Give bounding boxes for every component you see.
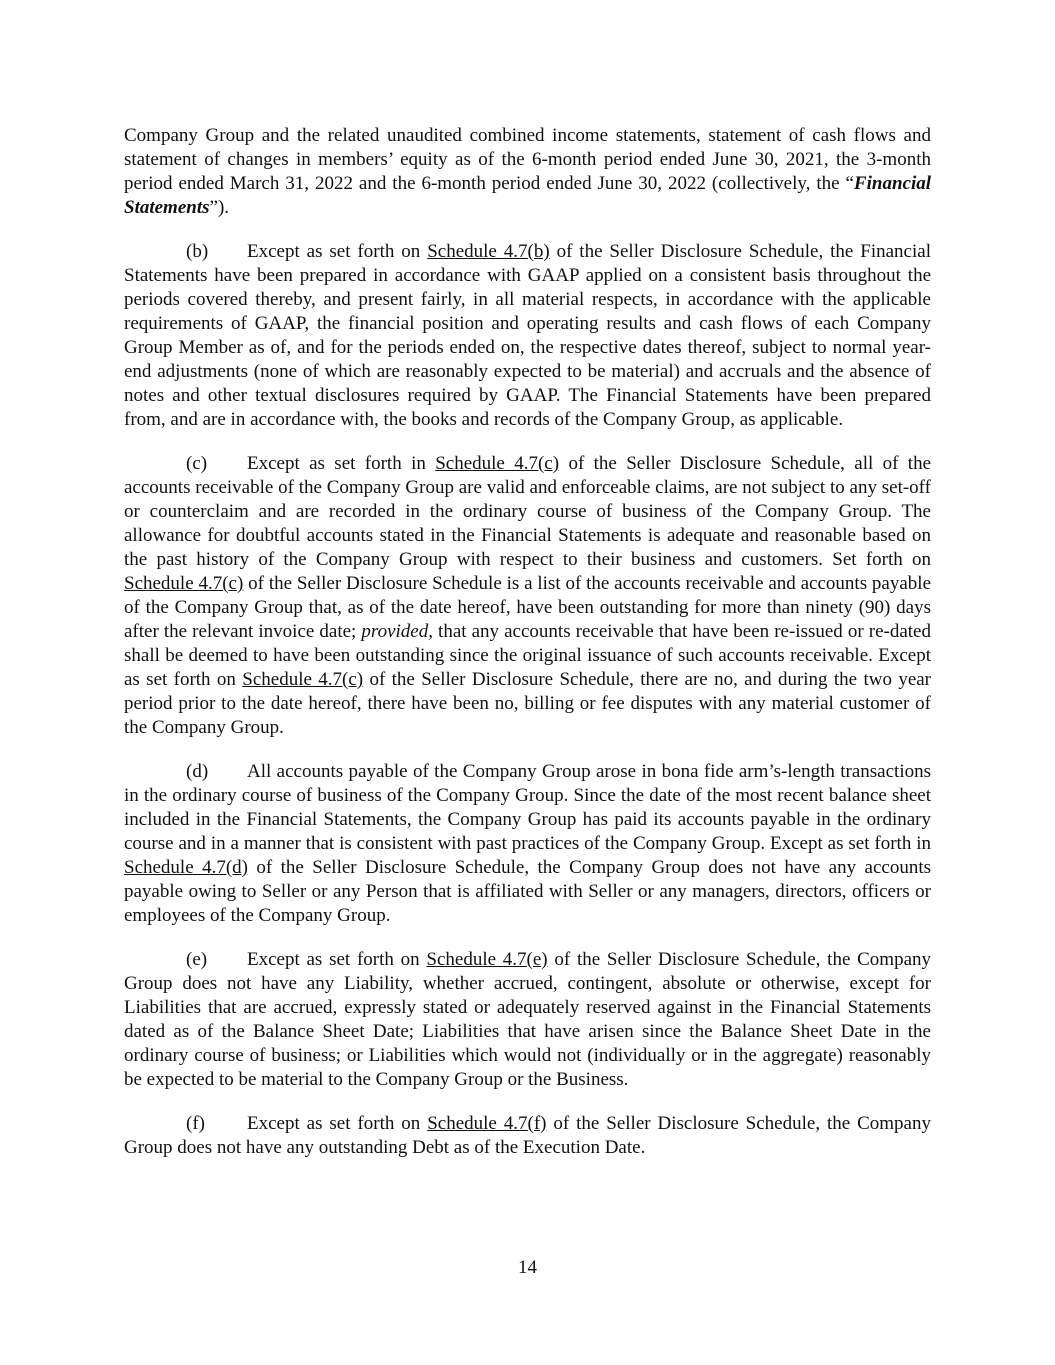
schedule-4-7-c-ref-2: Schedule 4.7(c) — [124, 573, 244, 594]
paragraph-c — [124, 452, 931, 740]
paragraph-b — [124, 240, 931, 432]
paragraph-f-text-b: of the Seller Disclosure Schedule, the Company Group does not have any outstanding Debt as of the Execution Date. — [124, 1113, 931, 1158]
schedule-4-7-b-link: Schedule 4.7(b) — [427, 241, 550, 262]
document-page — [124, 124, 931, 1180]
page-number: 14 — [518, 1257, 537, 1278]
intro-text-a: Company Group and the related unaudited combined income statements, statement of cash flows and statement of changes in members’ equity as of the 6-month period ended June 30, 2021, the 3-month period ended March 31, 2022 and the 6-month period ended June 30, 2022 (collectively, the “ — [124, 125, 931, 194]
paragraph-b-text-b: of the Seller Disclosure Schedule, the Financial Statements have been prepared in accordance with GAAP applied on a consistent basis throughout the periods covered thereby, and present fairly, in all material respects, in accordance with the applicable requirements of GAAP, the financial position and operating results and cash flows of each Company Group Member as of, and for the periods ended on, the respective dates thereof, subject to normal year-end adjustments (none of which are reasonably expected to be material) and accruals and the absence of notes and other textual disclosures required by GAAP. The Financial Statements have been prepared from, and are in accordance with, the books and records of the Company Group, as applicable. — [124, 241, 931, 430]
paragraph-c-text-a: Except as set forth in — [247, 453, 436, 474]
paragraph-d-text-b: of the Seller Disclosure Schedule, the Company Group does not have any accounts payable owing to Seller or any Person that is affiliated with Seller or any managers, directors, officers or employees of the Company Group. — [124, 857, 931, 926]
paragraph-d — [124, 760, 931, 928]
paragraph-b-label: (b) — [186, 241, 209, 262]
paragraph-e-label: (e) — [186, 949, 208, 970]
schedule-4-7-d-ref: Schedule 4.7(d) — [124, 857, 248, 878]
paragraph-f-text-a: Except as set forth on — [247, 1113, 428, 1134]
defined-term-financial-statements: Financial Statements — [124, 173, 931, 218]
schedule-4-7-c-ref-1: Schedule 4.7(c) — [435, 453, 560, 474]
paragraph-d-text-a: All accounts payable of the Company Group arose in bona fide arm’s-length transactions in the ordinary course of business of the Company Group. Since the date of the most recent balance sheet included in the Financial Statements, the Company Group has paid its accounts payable in the ordinary course and in a manner that is consistent with past practices of the Company Group. Except as set forth in — [124, 761, 931, 854]
paragraph-b-text-a: Except as set forth on — [247, 241, 428, 262]
paragraph-e — [124, 948, 931, 1092]
paragraph-c-text-c: of the Seller Disclosure Schedule is a list of the accounts receivable and accounts payable of the Company Group that, as of the date hereof, have been outstanding for more than ninety (90) days after the relevant invoice date; — [124, 573, 931, 642]
paragraph-c-text-d: , that any accounts receivable that have been re-issued or re-dated shall be deemed to have been outstanding since the original issuance of such accounts receivable. Except as set forth on — [124, 621, 931, 690]
paragraph-e-text-b: of the Seller Disclosure Schedule, the Company Group does not have any Liability, whether accrued, contingent, absolute or otherwise, except for Liabilities that are accrued, expressly stated or adequately reserved against in the Financial Statements dated as of the Balance Sheet Date; Liabilities that have arisen since the Balance Sheet Date in the ordinary course of business; or Liabilities which would not (individually or in the aggregate) reasonably be expected to be material to the Company Group or the Business. — [124, 949, 932, 1090]
intro-paragraph — [124, 124, 931, 220]
paragraph-c-text-b: of the Seller Disclosure Schedule, all of the accounts receivable of the Company Group are valid and enforceable claims, are not subject to any set-off or counterclaim and are recorded in the ordinary course of business of the Company Group. The allowance for doubtful accounts stated in the Financial Statements is adequate and reasonable based on the past history of the Company Group with respect to their business and customers. Set forth on — [124, 453, 932, 570]
paragraph-d-label: (d) — [186, 761, 209, 782]
schedule-4-7-e-ref: Schedule 4.7(e) — [426, 949, 548, 970]
paragraph-f — [124, 1112, 931, 1160]
paragraph-c-label: (c) — [186, 453, 208, 474]
intro-text-b: ”). — [209, 197, 230, 218]
paragraph-c-text-e: of the Seller Disclosure Schedule, there are no, and during the two year period prior to the date hereof, there have been no, billing or fee disputes with any material customer of the Company Group. — [124, 669, 932, 738]
schedule-4-7-f-ref: Schedule 4.7(f) — [427, 1113, 547, 1134]
paragraph-e-text-a: Except as set forth on — [247, 949, 427, 970]
paragraph-f-label: (f) — [186, 1113, 205, 1134]
schedule-4-7-c-ref-3: Schedule 4.7(c) — [242, 669, 364, 690]
proviso-term: provided — [361, 621, 429, 642]
